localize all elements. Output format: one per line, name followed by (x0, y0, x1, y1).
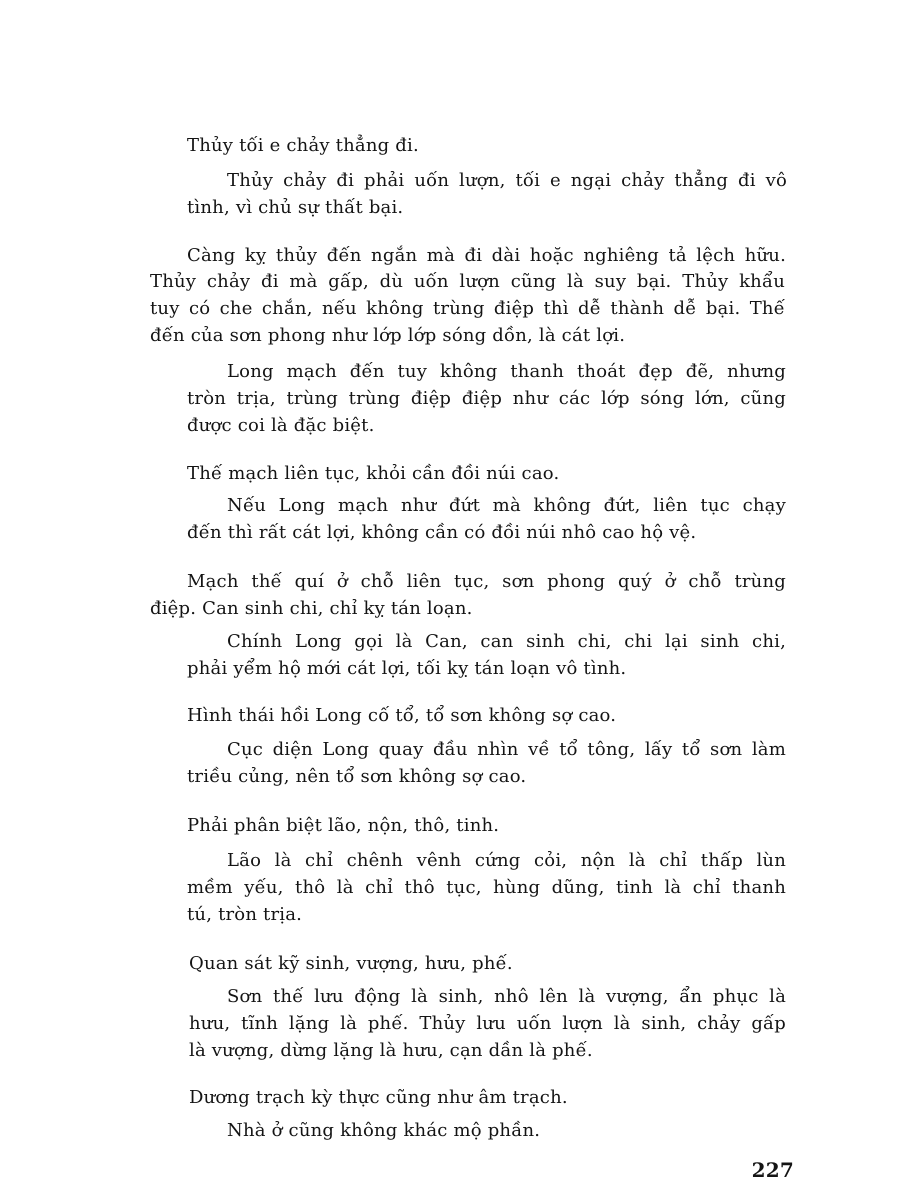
commentary-line: Sơn thế lưu động là sinh, nhô lên là vượng, ẩn phục là (227, 986, 786, 1007)
statement-line: tuy có che chắn, nếu không trùng điệp thì dễ thành dễ bại. Thế (150, 298, 785, 319)
commentary-line: triều củng, nên tổ sơn không sợ cao. (187, 766, 527, 787)
commentary-line: đến thì rất cát lợi, không cần có đồi núi nhô cao hộ vệ. (187, 522, 697, 543)
commentary-line: mềm yếu, thô là chỉ thô tục, hùng dũng, tinh là chỉ thanh (187, 877, 786, 898)
commentary-line: được coi là đặc biệt. (187, 415, 375, 436)
statement-line: Thế mạch liên tục, khỏi cần đồi núi cao. (187, 463, 560, 484)
statement-line: đến của sơn phong như lớp lớp sóng dồn, là cát lợi. (150, 325, 626, 346)
commentary-line: là vượng, dừng lặng là hưu, cạn dần là phế. (189, 1040, 593, 1061)
statement-line: Thủy tối e chảy thẳng đi. (187, 135, 419, 156)
page-number: 227 (751, 1158, 794, 1182)
commentary-line: tình, vì chủ sự thất bại. (187, 197, 404, 218)
statement-line: Dương trạch kỳ thực cũng như âm trạch. (189, 1087, 568, 1108)
commentary-line: phải yểm hộ mới cát lợi, tối kỵ tán loạn vô tình. (187, 658, 627, 679)
commentary-line: Nếu Long mạch như đứt mà không đứt, liên tục chạy (227, 495, 786, 516)
statement-line: Phải phân biệt lão, nộn, thô, tinh. (187, 815, 500, 836)
statement-line: Thủy chảy đi mà gấp, dù uốn lượn cũng là suy bại. Thủy khẩu (150, 271, 785, 292)
statement-line: Càng kỵ thủy đến ngắn mà đi dài hoặc nghiêng tả lệch hữu. (187, 245, 786, 266)
commentary-line: Cục diện Long quay đầu nhìn về tổ tông, lấy tổ sơn làm (227, 739, 786, 760)
statement-line: Quan sát kỹ sinh, vượng, hưu, phế. (189, 953, 513, 974)
commentary-line: Nhà ở cũng không khác mộ phần. (227, 1120, 541, 1141)
commentary-line: Long mạch đến tuy không thanh thoát đẹp đẽ, nhưng (227, 361, 786, 382)
commentary-line: tròn trịa, trùng trùng điệp điệp như các lớp sóng lớn, cũng (187, 388, 786, 409)
statement-line: Hình thái hồi Long cố tổ, tổ sơn không sợ cao. (187, 705, 617, 726)
commentary-line: Thủy chảy đi phải uốn lượn, tối e ngại chảy thẳng đi vô (227, 170, 787, 191)
commentary-line: hưu, tĩnh lặng là phế. Thủy lưu uốn lượn là sinh, chảy gấp (189, 1013, 786, 1034)
commentary-line: Chính Long gọi là Can, can sinh chi, chi lại sinh chi, (227, 631, 786, 652)
commentary-line: tú, tròn trịa. (187, 904, 303, 925)
statement-line: Mạch thế quí ở chỗ liên tục, sơn phong quý ở chỗ trùng (187, 571, 786, 592)
statement-line: điệp. Can sinh chi, chỉ kỵ tán loạn. (150, 598, 473, 619)
commentary-line: Lão là chỉ chênh vênh cứng cỏi, nộn là chỉ thấp lùn (227, 850, 786, 871)
